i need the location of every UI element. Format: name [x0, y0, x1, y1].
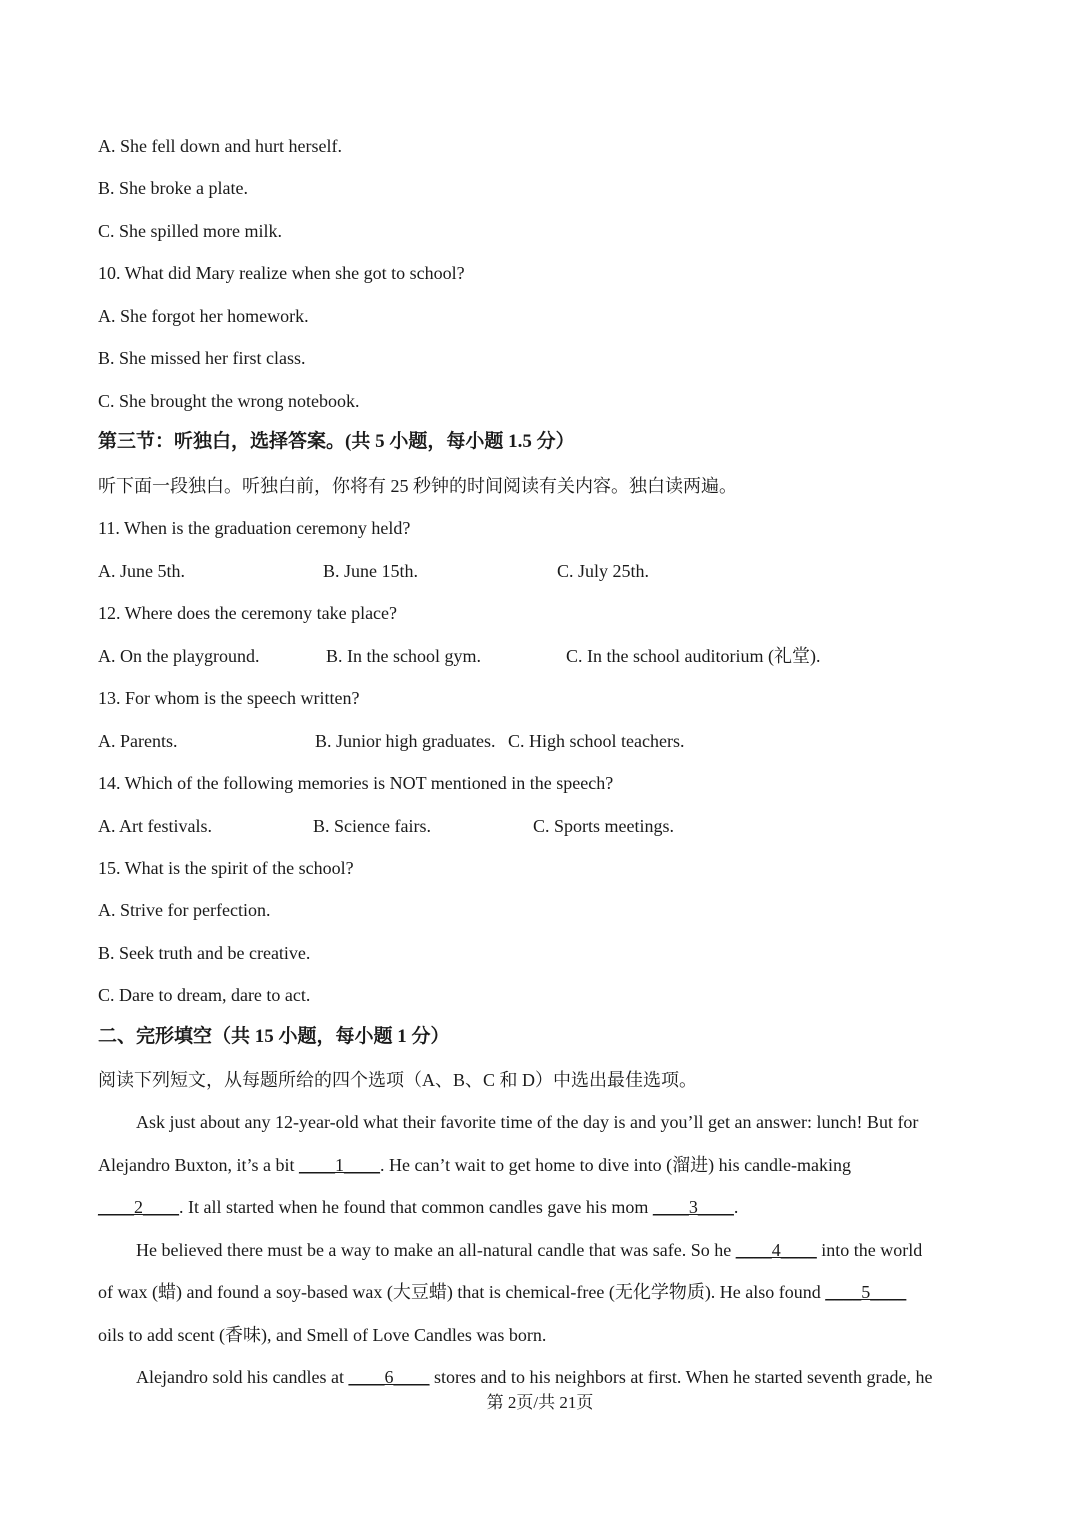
passage-text: of wax (蜡) and found a soy-based wax (大豆蜡) that is chemical-free (无化学物质). He also found [98, 1282, 826, 1302]
q15-question: 15. What is the spirit of the school? [98, 858, 354, 878]
passage-p1-line2 [98, 1153, 851, 1177]
page-footer: 第 2页/共 21页 [486, 1393, 594, 1412]
section3-instruction: 听下面一段独白。听独白前，你将有 25 秒钟的时间阅读有关内容。独白读两遍。 [98, 476, 737, 496]
blank-4: ____4____ [735, 1240, 817, 1260]
q13-option-a: A. Parents. [98, 731, 178, 751]
q14-option-b: B. Science fairs. [313, 816, 431, 836]
part2-instruction: 阅读下列短文，从每题所给的四个选项（A、B、C 和 D）中选出最佳选项。 [98, 1070, 698, 1090]
q13-question: 13. For whom is the speech written? [98, 688, 360, 708]
passage-p1-line1: Ask just about any 12-year-old what their favorite time of the day is and you’ll get an answer: lunch! But for [136, 1112, 919, 1132]
passage-p1-line3 [98, 1195, 738, 1219]
blank-6: ____6____ [348, 1367, 430, 1387]
q13-option-c: C. High school teachers. [508, 731, 685, 751]
q11-option-c: C. July 25th. [557, 561, 650, 581]
q11-question: 11. When is the graduation ceremony held? [98, 518, 411, 538]
passage-text: . He can’t wait to get home to dive into (溜进) his candle-making [379, 1155, 852, 1175]
q11-option-a: A. June 5th. [98, 561, 185, 581]
passage-text: He believed there must be a way to make an all-natural candle that was safe. So he [136, 1240, 736, 1260]
q14-option-c: C. Sports meetings. [533, 816, 675, 836]
part2-heading: 二、完形填空（共 15 小题，每小题 1 分） [98, 1026, 450, 1047]
passage-text: Alejandro Buxton, it’s a bit [98, 1155, 299, 1175]
passage-text: Alejandro sold his candles at [136, 1367, 349, 1387]
passage-text: into the world [816, 1240, 923, 1260]
blank-3: ____3____ [652, 1197, 734, 1217]
section3-heading: 第三节：听独白，选择答案。(共 5 小题，每小题 1.5 分） [98, 431, 575, 452]
passage-p2-line1 [136, 1238, 922, 1262]
blank-2: ____2____ [98, 1197, 179, 1217]
q10-option-a: A. She forgot her homework. [98, 306, 309, 326]
q10-option-b: B. She missed her first class. [98, 348, 306, 368]
q15-option-a: A. Strive for perfection. [98, 900, 271, 920]
passage-text: . [733, 1197, 739, 1217]
q11-option-b: B. June 15th. [323, 561, 419, 581]
q10-option-c: C. She brought the wrong notebook. [98, 391, 360, 411]
q12-question: 12. Where does the ceremony take place? [98, 603, 398, 623]
q14-option-a: A. Art festivals. [98, 816, 212, 836]
q9-option-a: A. She fell down and hurt herself. [98, 136, 342, 156]
passage-text: . It all started when he found that common candles gave his mom [179, 1197, 653, 1217]
q15-option-c: C. Dare to dream, dare to act. [98, 985, 311, 1005]
q10-question: 10. What did Mary realize when she got to school? [98, 263, 465, 283]
q12-option-b: B. In the school gym. [326, 646, 481, 666]
passage-p2-line3: oils to add scent (香味), and Smell of Love Candles was born. [98, 1325, 547, 1345]
q9-option-b: B. She broke a plate. [98, 178, 248, 198]
q15-option-b: B. Seek truth and be creative. [98, 943, 311, 963]
passage-p2-line2 [98, 1280, 906, 1304]
blank-5: ____5____ [825, 1282, 907, 1302]
q12-option-a: A. On the playground. [98, 646, 260, 666]
passage-text: stores and to his neighbors at first. When he started seventh grade, he [429, 1367, 933, 1387]
passage-p3-line1 [136, 1365, 933, 1389]
q13-option-b: B. Junior high graduates. [315, 731, 496, 751]
q9-option-c: C. She spilled more milk. [98, 221, 282, 241]
blank-1: ____1____ [298, 1155, 380, 1175]
q14-question: 14. Which of the following memories is NOT mentioned in the speech? [98, 773, 614, 793]
q12-option-c: C. In the school auditorium (礼堂). [566, 646, 821, 666]
